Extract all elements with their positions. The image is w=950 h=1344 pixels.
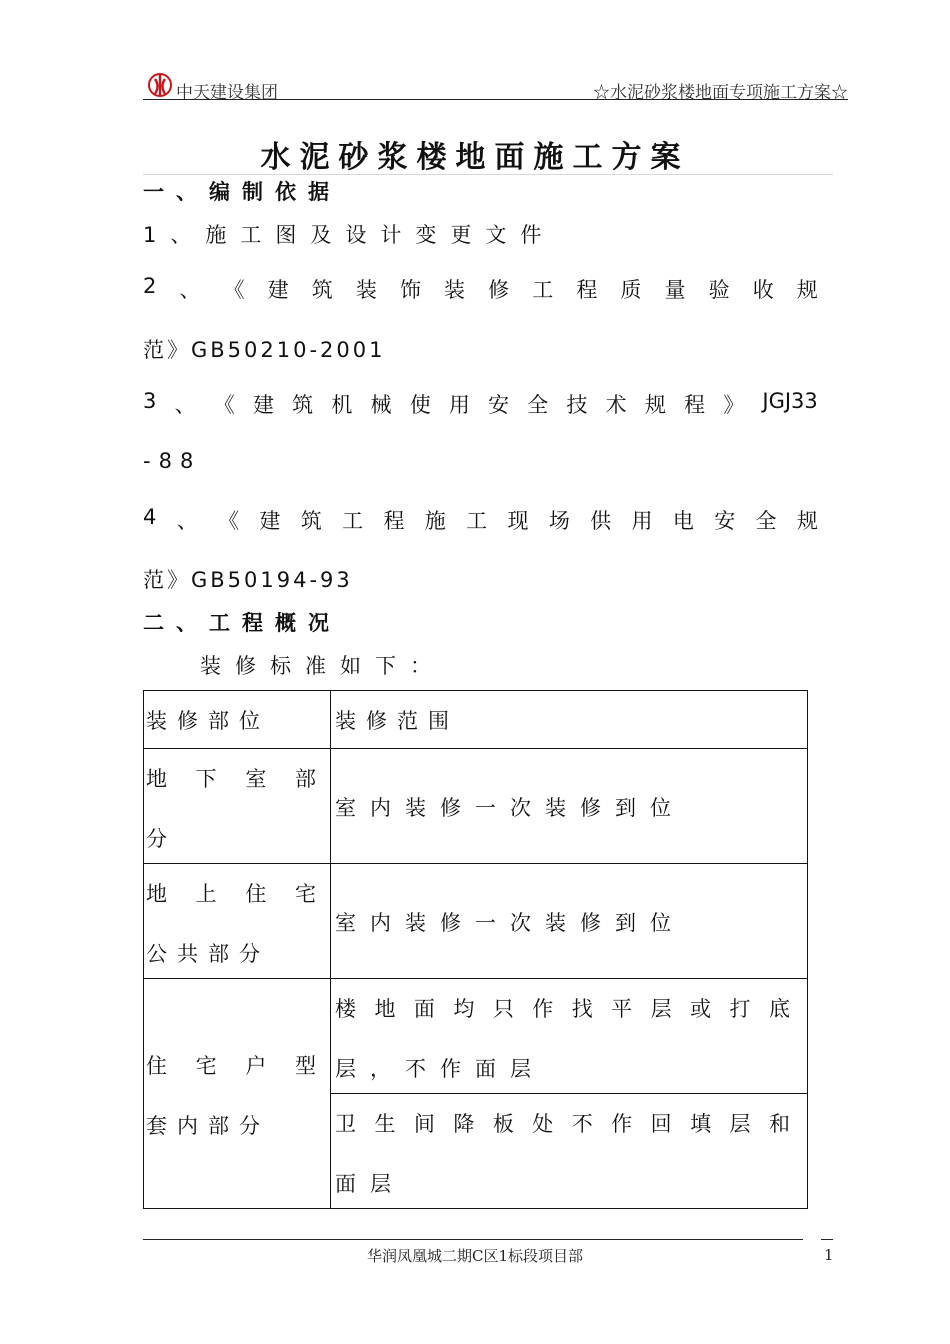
- glyph: 均: [453, 997, 475, 1021]
- page-number: 1: [824, 1246, 834, 1264]
- basis-item-3-cont: -88: [143, 449, 202, 473]
- glyph: 术: [605, 393, 627, 417]
- glyph: 生: [374, 1112, 396, 1136]
- glyph: 安: [714, 509, 736, 533]
- row3-scope-b-line2: 面层: [335, 1172, 405, 1196]
- basis-item-1: 1、施工图及设计变更文件: [143, 223, 556, 247]
- glyph: 地: [146, 767, 167, 791]
- glyph: 户: [245, 1054, 267, 1078]
- glyph: 筑: [311, 278, 333, 302]
- glyph: 程: [684, 393, 705, 417]
- glyph: 型: [294, 1054, 316, 1078]
- glyph: 回: [650, 1112, 672, 1136]
- glyph: 装: [444, 278, 466, 302]
- basis-item-2: [143, 274, 818, 304]
- glyph: JGJ33: [762, 389, 818, 413]
- glyph: 住: [146, 1054, 167, 1078]
- glyph: 平: [611, 997, 633, 1021]
- glyph: 规: [796, 509, 818, 533]
- glyph: 底: [768, 997, 790, 1021]
- table-header-row: [144, 691, 808, 749]
- glyph: 程: [576, 278, 598, 302]
- glyph: 楼: [335, 997, 356, 1021]
- glyph: 全: [755, 509, 777, 533]
- glyph: 或: [690, 997, 712, 1021]
- glyph: 间: [413, 1112, 435, 1136]
- glyph: 找: [571, 997, 593, 1021]
- glyph: 使: [409, 393, 431, 417]
- glyph: 、: [176, 509, 198, 533]
- row3-part-line1: [146, 1050, 316, 1080]
- glyph: 、: [179, 278, 201, 302]
- glyph: 施: [424, 509, 446, 533]
- glyph: 部: [294, 767, 316, 791]
- basis-item-2-cont: 范》GB50210-2001: [143, 338, 386, 362]
- footer-page-dash: [821, 1239, 833, 1240]
- glyph: 、: [174, 393, 196, 417]
- row2-scope: 室内装修一次装修到位: [335, 911, 685, 935]
- glyph: 量: [664, 278, 686, 302]
- glyph: 层: [650, 997, 672, 1021]
- glyph: 作: [532, 997, 554, 1021]
- glyph: 卫: [335, 1112, 356, 1136]
- basis-item-4-cont: 范》GB50194-93: [143, 568, 353, 592]
- title-rule: [143, 174, 833, 175]
- table-header-part: 装修部位: [146, 709, 270, 733]
- row3-scope-a-line2: 层，不作面层: [335, 1057, 545, 1081]
- basis-item-3: [143, 389, 818, 419]
- glyph: 技: [566, 393, 588, 417]
- glyph: 住: [245, 882, 267, 906]
- page-header: [143, 72, 848, 103]
- glyph: 降: [453, 1112, 475, 1136]
- decoration-standard-table: [143, 690, 808, 1209]
- document-header-title: ☆水泥砂浆楼地面专项施工方案☆: [593, 83, 848, 103]
- glyph: 验: [708, 278, 730, 302]
- glyph: 地: [374, 997, 396, 1021]
- glyph: 质: [620, 278, 642, 302]
- glyph: 宅: [195, 1054, 217, 1078]
- glyph: 只: [492, 997, 514, 1021]
- glyph: 2: [143, 274, 157, 298]
- glyph: 场: [548, 509, 570, 533]
- glyph: 工: [466, 509, 488, 533]
- glyph: 室: [245, 767, 267, 791]
- table-row: [144, 864, 808, 979]
- glyph: 规: [796, 278, 818, 302]
- glyph: 规: [644, 393, 666, 417]
- section-heading-basis: 一、编制依据: [143, 180, 341, 204]
- glyph: 层: [729, 1112, 751, 1136]
- footer-rule: [143, 1239, 803, 1240]
- glyph: 工: [532, 278, 554, 302]
- table-row: [144, 979, 808, 1094]
- glyph: 地: [146, 882, 167, 906]
- glyph: 电: [672, 509, 694, 533]
- glyph: 建: [259, 509, 281, 533]
- glyph: 用: [631, 509, 653, 533]
- basis-item-4: [143, 505, 818, 535]
- glyph: 面: [413, 997, 435, 1021]
- glyph: 修: [488, 278, 510, 302]
- glyph: 填: [690, 1112, 712, 1136]
- glyph: 械: [370, 393, 392, 417]
- glyph: 收: [752, 278, 774, 302]
- glyph: 下: [195, 767, 217, 791]
- glyph: 《: [213, 393, 235, 417]
- row3-scope-b-line1: [335, 1108, 790, 1138]
- row2-part-line1: [146, 878, 316, 908]
- section-heading-overview: 二、工程概况: [143, 611, 341, 635]
- header-rule: [143, 99, 848, 100]
- row1-part-line2: 分: [146, 827, 177, 851]
- row3-part-line2: 套内部分: [146, 1114, 270, 1138]
- table-header-scope: 装修范围: [335, 709, 459, 733]
- glyph: 全: [527, 393, 549, 417]
- glyph: 作: [611, 1112, 633, 1136]
- glyph: 打: [729, 997, 751, 1021]
- glyph: 3: [143, 389, 157, 413]
- glyph: 处: [532, 1112, 554, 1136]
- page-title: 水泥砂浆楼地面施工方案: [260, 140, 690, 175]
- glyph: 现: [507, 509, 529, 533]
- glyph: 筑: [300, 509, 322, 533]
- glyph: 用: [448, 393, 470, 417]
- glyph: 机: [331, 393, 353, 417]
- glyph: 不: [571, 1112, 593, 1136]
- glyph: 宅: [294, 882, 316, 906]
- row1-scope: 室内装修一次装修到位: [335, 796, 685, 820]
- standard-intro: 装修标准如下：: [200, 654, 445, 678]
- company-name: 中天建设集团: [176, 83, 278, 103]
- glyph: 程: [383, 509, 405, 533]
- glyph: 建: [267, 278, 289, 302]
- glyph: 供: [590, 509, 612, 533]
- glyph: 4: [143, 505, 157, 529]
- glyph: 》: [723, 393, 745, 417]
- table-row: [144, 749, 808, 864]
- glyph: 工: [342, 509, 364, 533]
- glyph: 筑: [292, 393, 314, 417]
- glyph: 板: [492, 1112, 514, 1136]
- footer-project-name: 华润凤凰城二期C区1标段项目部: [366, 1247, 584, 1265]
- row1-part-line1: [146, 763, 316, 793]
- glyph: 《: [223, 278, 245, 302]
- glyph: 装: [355, 278, 377, 302]
- row2-part-line2: 公共部分: [146, 942, 270, 966]
- glyph: 和: [768, 1112, 790, 1136]
- glyph: 建: [252, 393, 274, 417]
- glyph: 安: [488, 393, 510, 417]
- row3-scope-a-line1: [335, 993, 790, 1023]
- company-logo-icon: [147, 72, 173, 98]
- glyph: 《: [218, 509, 240, 533]
- glyph: 上: [195, 882, 217, 906]
- glyph: 饰: [399, 278, 421, 302]
